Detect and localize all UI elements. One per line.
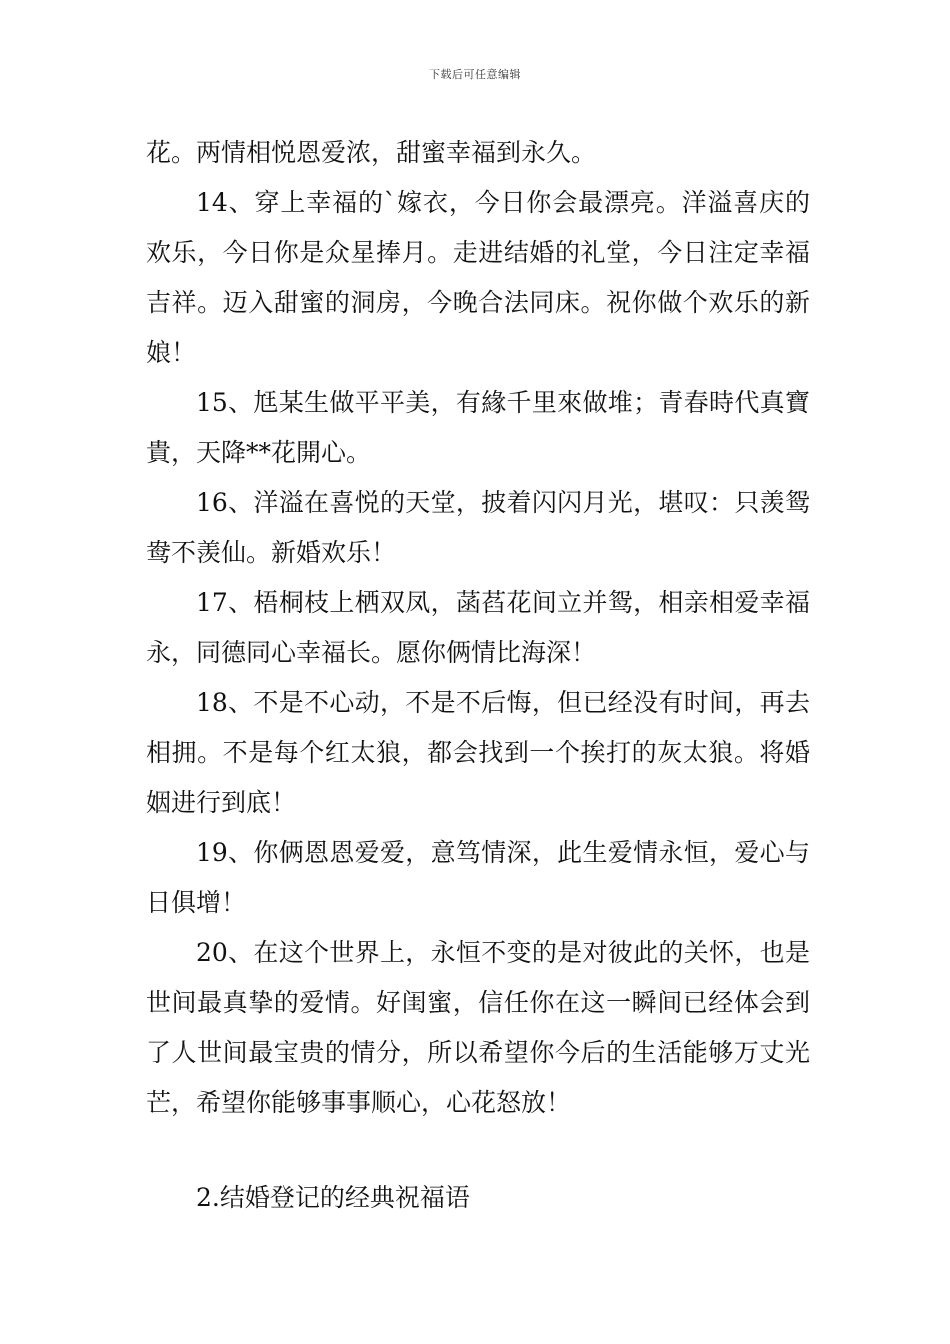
- paragraph: 16、洋溢在喜悦的天堂，披着闪闪月光，堪叹：只羡鸳鸯不羡仙。新婚欢乐！: [146, 488, 810, 567]
- paragraph: 18、不是不心动，不是不后悔，但已经没有时间，再去相拥。不是每个红太狼，都会找到一个挨打的灰太狼。将婚姻进行到底！: [146, 688, 810, 817]
- paragraph: 20、在这个世界上，永恒不变的是对彼此的关怀，也是世间最真挚的爱情。好闺蜜，信任你在这一瞬间已经体会到了人世间最宝贵的情分，所以希望你今后的生活能够万丈光芒，希望你能够事事顺心，心花怒放！: [146, 938, 810, 1117]
- paragraph: 14、穿上幸福的`嫁衣，今日你会最漂亮。洋溢喜庆的欢乐，今日你是众星捧月。走进结婚的礼堂，今日注定幸福吉祥。迈入甜蜜的洞房，今晚合法同床。祝你做个欢乐的新娘！: [146, 188, 810, 367]
- section-heading: 2.结婚登记的经典祝福语: [196, 1183, 470, 1212]
- paragraph: 17、梧桐枝上栖双凤，菡萏花间立并鸳，相亲相爱幸福永，同德同心幸福长。愿你俩情比海深！: [146, 588, 810, 667]
- page-header: 下载后可任意编辑: [429, 68, 521, 81]
- paragraph: 花。两情相悦恩爱浓，甜蜜幸福到永久。: [146, 138, 597, 167]
- paragraph: 15、尪某生做平平美，有緣千里來做堆；青春時代真寶貴，天降**花開心。: [146, 388, 810, 467]
- body-text: [146, 128, 810, 1128]
- paragraph: 19、你俩恩恩爱爱，意笃情深，此生爱情永恒，爱心与日俱增！: [146, 838, 810, 917]
